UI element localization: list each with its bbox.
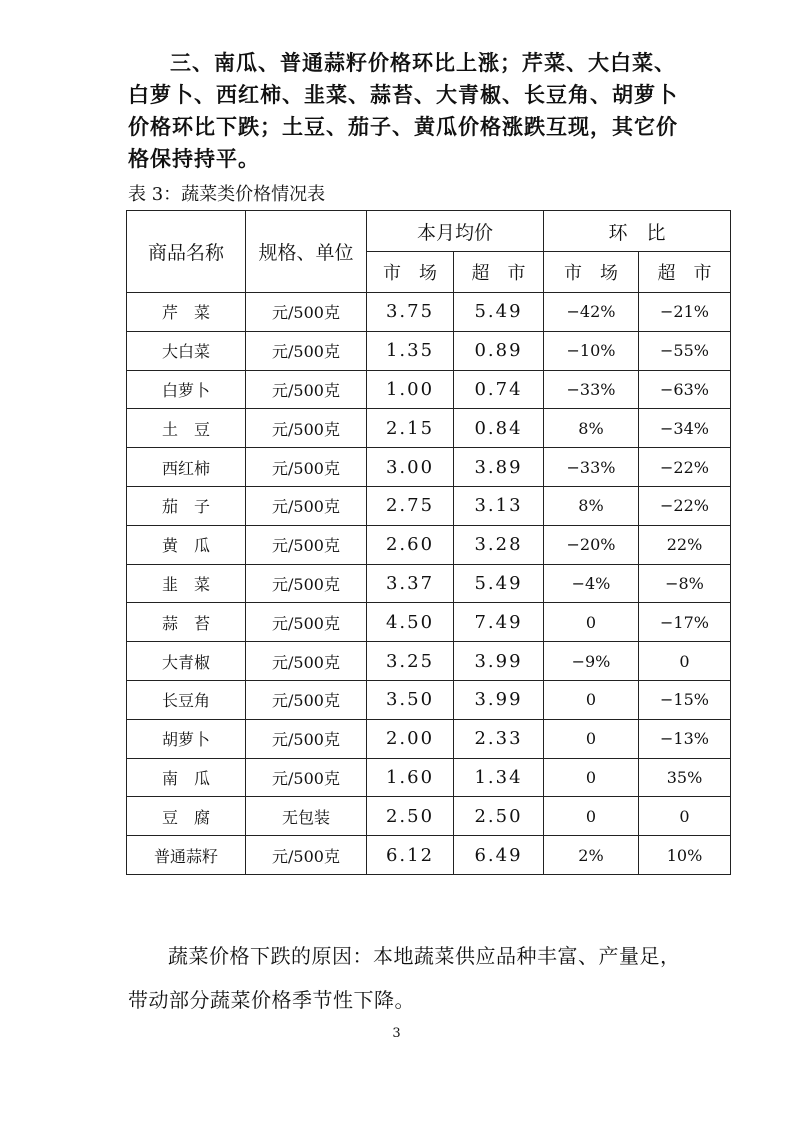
cell-spec: 元/500克 — [246, 409, 367, 448]
cell-mom-market: 8% — [544, 409, 639, 448]
cell-spec: 元/500克 — [246, 603, 367, 642]
cell-supermarket-price: 6.49 — [454, 836, 544, 875]
table-row — [127, 486, 731, 525]
cell-mom-market: −4% — [544, 564, 639, 603]
cell-market-price: 2.15 — [367, 409, 454, 448]
table-row — [127, 370, 731, 409]
cell-mom-supermarket: −22% — [639, 486, 731, 525]
cell-supermarket-price: 2.33 — [454, 719, 544, 758]
cell-market-price: 1.60 — [367, 758, 454, 797]
header-mom-market: 市 场 — [544, 252, 639, 293]
cell-supermarket-price: 0.74 — [454, 370, 544, 409]
cell-mom-market: 0 — [544, 680, 639, 719]
cell-name: 芹 菜 — [127, 293, 246, 332]
cell-market-price: 2.00 — [367, 719, 454, 758]
table-row — [127, 797, 731, 836]
cell-supermarket-price: 3.13 — [454, 486, 544, 525]
cell-supermarket-price: 0.89 — [454, 331, 544, 370]
cell-spec: 元/500克 — [246, 564, 367, 603]
header-avg-price: 本月均价 — [367, 211, 544, 252]
cell-mom-supermarket: 0 — [639, 797, 731, 836]
intro-paragraph: 三、南瓜、普通蒜籽价格环比上涨；芹菜、大白菜、白萝卜、西红柿、韭菜、蒜苔、大青椒、长豆角、胡萝卜价格环比下跌；土豆、茄子、黄瓜价格涨跌互现，其它价格保持持平。 — [128, 50, 678, 171]
cell-market-price: 4.50 — [367, 603, 454, 642]
cell-spec: 元/500克 — [246, 680, 367, 719]
cell-mom-market: 0 — [544, 719, 639, 758]
cell-supermarket-price: 3.28 — [454, 525, 544, 564]
page-number: 3 — [392, 1026, 401, 1041]
cell-supermarket-price: 5.49 — [454, 564, 544, 603]
cell-spec: 元/500克 — [246, 719, 367, 758]
reason-paragraph: 蔬菜价格下跌的原因：本地蔬菜供应品种丰富、产量足，带动部分蔬菜价格季节性下降。 — [128, 944, 681, 1012]
cell-mom-supermarket: 35% — [639, 758, 731, 797]
cell-mom-market: −9% — [544, 642, 639, 681]
cell-mom-market: 0 — [544, 797, 639, 836]
cell-market-price: 1.35 — [367, 331, 454, 370]
table-row — [127, 680, 731, 719]
cell-name: 白萝卜 — [127, 370, 246, 409]
cell-market-price: 3.50 — [367, 680, 454, 719]
cell-name: 蒜 苔 — [127, 603, 246, 642]
cell-spec: 元/500克 — [246, 331, 367, 370]
cell-mom-supermarket: 10% — [639, 836, 731, 875]
cell-name: 土 豆 — [127, 409, 246, 448]
cell-market-price: 3.75 — [367, 293, 454, 332]
cell-supermarket-price: 0.84 — [454, 409, 544, 448]
cell-supermarket-price: 3.89 — [454, 448, 544, 487]
cell-mom-market: −10% — [544, 331, 639, 370]
cell-spec: 元/500克 — [246, 758, 367, 797]
cell-mom-market: −42% — [544, 293, 639, 332]
cell-spec: 元/500克 — [246, 642, 367, 681]
cell-market-price: 2.60 — [367, 525, 454, 564]
cell-mom-supermarket: −63% — [639, 370, 731, 409]
cell-mom-supermarket: 22% — [639, 525, 731, 564]
vegetable-price-table — [126, 210, 731, 875]
cell-spec: 元/500克 — [246, 293, 367, 332]
cell-name: 普通蒜籽 — [127, 836, 246, 875]
cell-mom-supermarket: −15% — [639, 680, 731, 719]
cell-supermarket-price: 3.99 — [454, 642, 544, 681]
table-row — [127, 758, 731, 797]
cell-spec: 无包装 — [246, 797, 367, 836]
cell-mom-supermarket: −55% — [639, 331, 731, 370]
cell-name: 豆 腐 — [127, 797, 246, 836]
table-row — [127, 564, 731, 603]
header-spec: 规格、单位 — [246, 211, 367, 293]
table-row — [127, 836, 731, 875]
table-row — [127, 331, 731, 370]
header-market: 市 场 — [367, 252, 454, 293]
cell-supermarket-price: 2.50 — [454, 797, 544, 836]
table-row — [127, 448, 731, 487]
cell-supermarket-price: 7.49 — [454, 603, 544, 642]
cell-spec: 元/500克 — [246, 370, 367, 409]
cell-mom-supermarket: −8% — [639, 564, 731, 603]
table-row — [127, 525, 731, 564]
cell-spec: 元/500克 — [246, 836, 367, 875]
cell-mom-market: 0 — [544, 758, 639, 797]
cell-mom-market: −33% — [544, 370, 639, 409]
cell-mom-market: −33% — [544, 448, 639, 487]
cell-mom-supermarket: −13% — [639, 719, 731, 758]
cell-name: 黄 瓜 — [127, 525, 246, 564]
cell-market-price: 3.25 — [367, 642, 454, 681]
cell-supermarket-price: 3.99 — [454, 680, 544, 719]
header-name: 商品名称 — [127, 211, 246, 293]
cell-name: 西红柿 — [127, 448, 246, 487]
cell-mom-market: 2% — [544, 836, 639, 875]
cell-mom-market: −20% — [544, 525, 639, 564]
header-mom-supermarket: 超 市 — [639, 252, 731, 293]
cell-mom-market: 0 — [544, 603, 639, 642]
table-row — [127, 603, 731, 642]
cell-spec: 元/500克 — [246, 525, 367, 564]
cell-name: 胡萝卜 — [127, 719, 246, 758]
cell-mom-supermarket: 0 — [639, 642, 731, 681]
table-row — [127, 642, 731, 681]
cell-name: 大白菜 — [127, 331, 246, 370]
cell-supermarket-price: 5.49 — [454, 293, 544, 332]
cell-name: 大青椒 — [127, 642, 246, 681]
table-caption: 表 3：蔬菜类价格情况表 — [128, 184, 326, 205]
cell-market-price: 2.75 — [367, 486, 454, 525]
table-row — [127, 293, 731, 332]
cell-market-price: 3.00 — [367, 448, 454, 487]
cell-name: 南 瓜 — [127, 758, 246, 797]
cell-mom-supermarket: −22% — [639, 448, 731, 487]
cell-market-price: 6.12 — [367, 836, 454, 875]
header-mom: 环 比 — [544, 211, 731, 252]
cell-spec: 元/500克 — [246, 448, 367, 487]
table-row — [127, 409, 731, 448]
cell-mom-supermarket: −21% — [639, 293, 731, 332]
cell-mom-market: 8% — [544, 486, 639, 525]
header-supermarket: 超 市 — [454, 252, 544, 293]
cell-name: 茄 子 — [127, 486, 246, 525]
cell-spec: 元/500克 — [246, 486, 367, 525]
cell-market-price: 1.00 — [367, 370, 454, 409]
cell-mom-supermarket: −17% — [639, 603, 731, 642]
table-body — [127, 293, 731, 875]
cell-name: 长豆角 — [127, 680, 246, 719]
cell-market-price: 2.50 — [367, 797, 454, 836]
cell-mom-supermarket: −34% — [639, 409, 731, 448]
cell-name: 韭 菜 — [127, 564, 246, 603]
cell-supermarket-price: 1.34 — [454, 758, 544, 797]
cell-market-price: 3.37 — [367, 564, 454, 603]
table-row — [127, 719, 731, 758]
